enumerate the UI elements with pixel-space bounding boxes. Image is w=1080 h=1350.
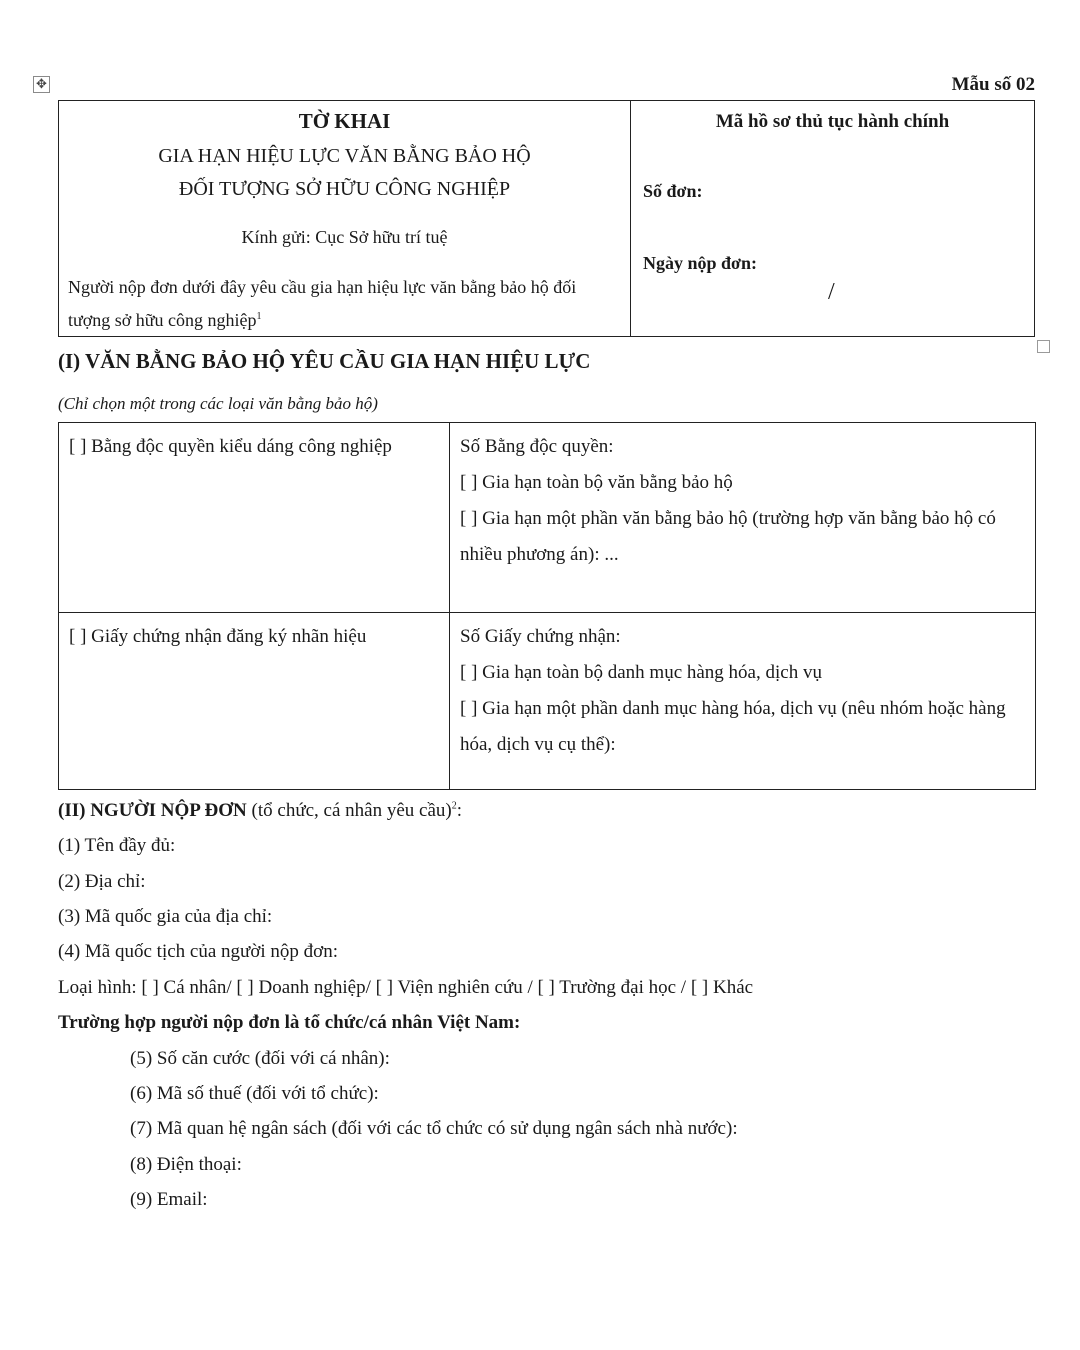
table-row	[59, 613, 1036, 790]
address-field: (2) Địa chỉ:	[58, 871, 146, 892]
form-title: TỜ KHAI	[298, 109, 391, 133]
design-patent-number-label: Số Bằng độc quyền:	[460, 436, 614, 457]
addressee: Kính gửi: Cục Sở hữu trí tuệ	[241, 227, 448, 247]
table-resize-handle[interactable]	[1037, 340, 1050, 353]
country-code-field: (3) Mã quốc gia của địa chỉ:	[58, 906, 273, 927]
certificate-detail-cell	[450, 613, 1036, 790]
section2-heading-bold: (II) NGƯỜI NỘP ĐƠN	[58, 800, 247, 821]
section2-heading-rest: (tổ chức, cá nhân yêu cầu)	[246, 800, 452, 821]
application-number-label: Số đơn:	[643, 181, 703, 201]
tax-code-field: (6) Mã số thuế (đối với tổ chức):	[130, 1083, 379, 1104]
section1-heading: (I) VĂN BẰNG BẢO HỘ YÊU CẦU GIA HẠN HIỆU LỰC	[58, 349, 591, 373]
form-subtitle-line2: ĐỐI TƯỢNG SỞ HỮU CÔNG NGHIỆP	[178, 178, 511, 200]
certificate-type-cell	[59, 423, 450, 613]
section1-note: (Chỉ chọn một trong các loại văn bằng bảo hộ)	[58, 394, 378, 413]
partial-goods-renewal-option: [ ] Gia hạn một phần danh mục hàng hóa, dịch vụ (nêu nhóm hoặc hàng hóa, dịch vụ cụ thể):	[460, 698, 1006, 755]
full-name-field: (1) Tên đầy đủ:	[58, 835, 176, 856]
form-subtitle-line1: GIA HẠN HIỆU LỰC VĂN BẰNG BẢO HỘ	[158, 145, 531, 167]
vietnam-applicant-heading: Trường hợp người nộp đơn là tổ chức/cá nhân Việt Nam:	[58, 1012, 521, 1033]
request-text: Người nộp đơn dưới đây yêu cầu gia hạn hiệu lực văn bằng bảo hộ đối tượng sở hữu công nghiệp	[68, 277, 577, 330]
full-goods-renewal-option: [ ] Gia hạn toàn bộ danh mục hàng hóa, dịch vụ	[460, 662, 822, 683]
trademark-number-label: Số Giấy chứng nhận:	[460, 626, 621, 647]
header-right-cell	[631, 101, 1034, 336]
footnote-2: 2	[451, 800, 457, 812]
table-move-handle-icon[interactable]: ✥	[33, 76, 50, 93]
entity-type-field: Loại hình: [ ] Cá nhân/ [ ] Doanh nghiệp/ [ ] Viện nghiên cứu / [ ] Trường đại học / [ ] Khác	[58, 977, 754, 998]
header-left-cell	[59, 101, 631, 336]
full-renewal-option: [ ] Gia hạn toàn bộ văn bằng bảo hộ	[460, 472, 733, 493]
filing-date-label: Ngày nộp đơn:	[643, 253, 758, 273]
certificate-type-table	[58, 422, 1036, 790]
trademark-certificate-option: [ ] Giấy chứng nhận đăng ký nhãn hiệu	[69, 626, 367, 647]
admin-code-label: Mã hồ sơ thủ tục hành chính	[715, 111, 950, 132]
certificate-detail-cell	[450, 423, 1036, 613]
partial-renewal-option: [ ] Gia hạn một phần văn bằng bảo hộ (trường hợp văn bằng bảo hộ có nhiều phương án): ...	[460, 508, 996, 565]
form-number: Mẫu số 02	[951, 74, 1035, 95]
footnote-1: 1	[256, 311, 262, 322]
header-table	[58, 100, 1035, 337]
table-row	[59, 423, 1036, 613]
id-number-field: (5) Số căn cước (đối với cá nhân):	[130, 1048, 390, 1069]
email-field: (9) Email:	[130, 1189, 208, 1210]
certificate-type-cell	[59, 613, 450, 790]
filing-date-value: /	[828, 279, 835, 305]
budget-code-field: (7) Mã quan hệ ngân sách (đối với các tổ chức có sử dụng ngân sách nhà nước):	[130, 1118, 738, 1139]
section2-heading-colon: :	[456, 800, 463, 821]
phone-field: (8) Điện thoại:	[130, 1154, 242, 1175]
nationality-code-field: (4) Mã quốc tịch của người nộp đơn:	[58, 941, 338, 962]
section2-heading	[58, 800, 462, 822]
design-patent-option: [ ] Bằng độc quyền kiểu dáng công nghiệp	[69, 436, 392, 457]
request-statement	[68, 271, 622, 337]
